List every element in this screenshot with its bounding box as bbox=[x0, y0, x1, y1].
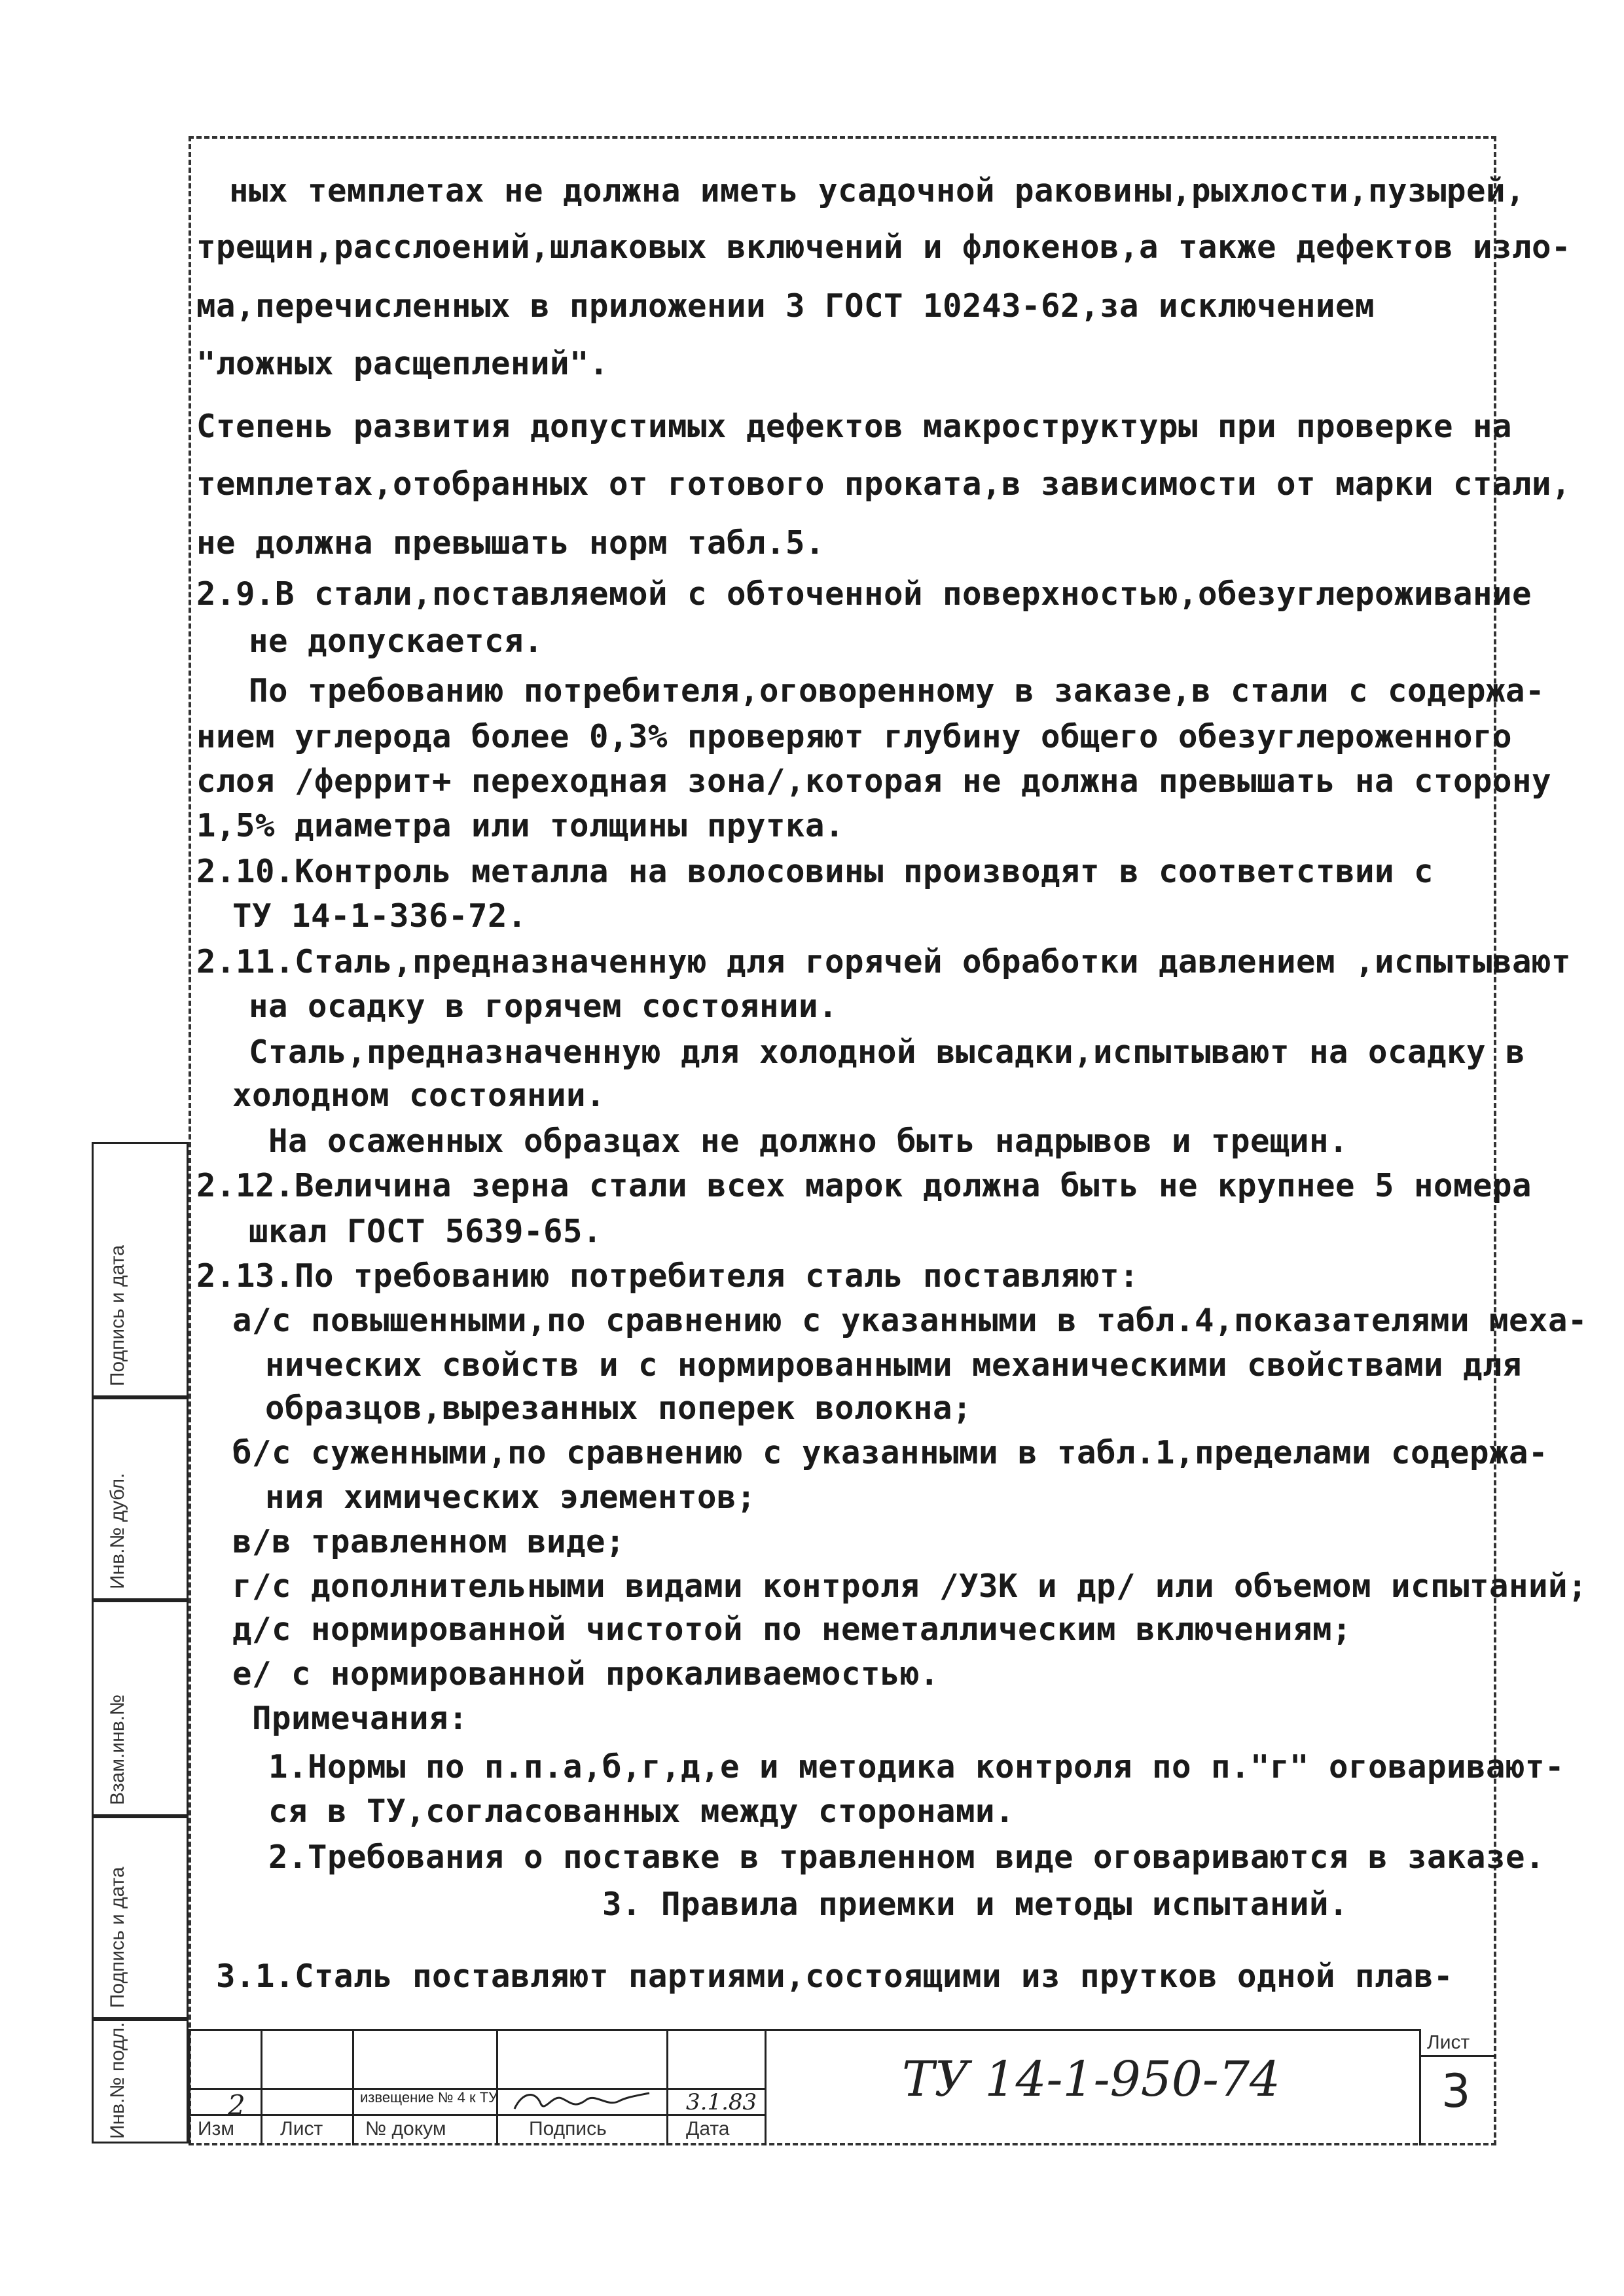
text-line: "ложных расщеплений". bbox=[196, 345, 609, 382]
document-number: извещение № 4 к ТУ bbox=[360, 2089, 498, 2106]
change-date: 3.1.83 bbox=[686, 2089, 757, 2115]
section-2-13: 2.13.По требованию потребителя сталь поставляют: bbox=[196, 1257, 1140, 1295]
list-item: г/с дополнительными видами контроля /УЗК и др/ или объемом испытаний; bbox=[232, 1568, 1588, 1605]
text-line: на осадку в горячем состоянии. bbox=[249, 988, 839, 1025]
side-stamp bbox=[92, 1142, 189, 2144]
section-2-12: 2.12.Величина зерна стали всех марок должна быть не крупнее 5 номера bbox=[196, 1167, 1532, 1204]
stamp-cell bbox=[92, 2019, 189, 2144]
text-line: 1,5% диаметра или толщины прутка. bbox=[196, 807, 845, 844]
notes-heading: Примечания: bbox=[252, 1700, 469, 1737]
list-item: е/ с нормированной прокаливаемостью. bbox=[232, 1655, 940, 1693]
text-line: ма,перечисленных в приложении 3 ГОСТ 10243-62,за исключением bbox=[196, 287, 1375, 325]
stamp-cell bbox=[92, 1397, 189, 1600]
text-line: нием углерода более 0,3% проверяют глубину общего обезуглероженного bbox=[196, 718, 1513, 755]
section-3-1: 3.1.Сталь поставляют партиями,состоящими из прутков одной плав- bbox=[216, 1958, 1454, 1995]
stamp-cell bbox=[92, 1142, 189, 1397]
text-line: слоя /феррит+ переходная зона/,которая не должна превышать на сторону bbox=[196, 762, 1552, 800]
text-line: На осаженных образцах не должно быть надрывов и трещин. bbox=[268, 1122, 1349, 1160]
section-2-11: 2.11.Сталь,предназначенную для горячей обработки давлением ,испытывают bbox=[196, 943, 1572, 980]
col-sign-label: Подпись bbox=[529, 2118, 607, 2140]
document-designation: ТУ 14-1-950-74 bbox=[902, 2051, 1281, 2108]
text-line: ся в ТУ,согласованных между сторонами. bbox=[268, 1793, 1015, 1830]
stamp-label: Инв.№ подл. bbox=[107, 2022, 128, 2139]
change-number: 2 bbox=[228, 2089, 245, 2121]
list-item: в/в травленном виде; bbox=[232, 1523, 626, 1560]
sheet-label: Лист bbox=[1427, 2032, 1470, 2053]
text-line: образцов,вырезанных поперек волокна; bbox=[265, 1390, 973, 1427]
text-line: нических свойств и с нормированными механическими свойствами для bbox=[265, 1346, 1523, 1384]
col-doc-label: № докум bbox=[365, 2118, 446, 2140]
section-heading-3: 3. Правила приемки и методы испытаний. bbox=[602, 1886, 1349, 1923]
text-line: шкал ГОСТ 5639-65. bbox=[249, 1213, 603, 1250]
stamp-label: Подпись и дата bbox=[107, 1867, 128, 2008]
text-line: ния химических элементов; bbox=[265, 1479, 757, 1516]
text-line: Степень развития допустимых дефектов макроструктуры при проверке на bbox=[196, 408, 1513, 445]
text-line: холодном состоянии. bbox=[232, 1077, 606, 1114]
text-line: ТУ 14-1-336-72. bbox=[232, 897, 528, 935]
col-date-label: Дата bbox=[686, 2118, 730, 2140]
sheet-number: 3 bbox=[1441, 2064, 1471, 2118]
note-item: 1.Нормы по п.п.а,б,г,д,е и методика контроля по п."г" оговаривают- bbox=[268, 1748, 1565, 1785]
stamp-label: Взам.инв.№ bbox=[107, 1694, 128, 1805]
text-line: не должна превышать норм табл.5. bbox=[196, 524, 825, 562]
col-izm-label: Изм bbox=[198, 2118, 234, 2140]
text-line: трещин,расслоений,шлаковых включений и флокенов,а также дефектов изло- bbox=[196, 228, 1572, 266]
signature bbox=[509, 2087, 653, 2115]
list-item: б/с суженными,по сравнению с указанными в табл.1,пределами содержа- bbox=[232, 1434, 1549, 1471]
text-line: Сталь,предназначенную для холодной высадки,испытывают на осадку в bbox=[249, 1033, 1526, 1071]
text-line: не допускается. bbox=[249, 622, 544, 660]
list-item: а/с повышенными,по сравнению с указанными в табл.4,показателями меха- bbox=[232, 1302, 1588, 1339]
list-item: д/с нормированной чистотой по неметаллическим включениям; bbox=[232, 1611, 1352, 1648]
text-line: По требованию потребителя,оговоренному в заказе,в стали с содержа- bbox=[249, 672, 1545, 709]
title-block bbox=[189, 2029, 1496, 2145]
stamp-label: Инв.№ дубл. bbox=[107, 1473, 128, 1589]
note-item: 2.Требования о поставке в травленном виде оговариваются в заказе. bbox=[268, 1839, 1545, 1876]
section-2-9: 2.9.В стали,поставляемой с обточенной поверхностью,обезуглероживание bbox=[196, 575, 1532, 613]
text-line: ных темплетах не должна иметь усадочной раковины,рыхлости,пузырей, bbox=[229, 172, 1526, 209]
col-list-label: Лист bbox=[280, 2118, 323, 2140]
stamp-label: Подпись и дата bbox=[107, 1245, 128, 1386]
text-line: темплетах,отобранных от готового проката,в зависимости от марки стали, bbox=[196, 465, 1572, 503]
stamp-cell bbox=[92, 1816, 189, 2019]
section-2-10: 2.10.Контроль металла на волосовины производят в соответствии с bbox=[196, 853, 1434, 890]
stamp-cell bbox=[92, 1600, 189, 1816]
